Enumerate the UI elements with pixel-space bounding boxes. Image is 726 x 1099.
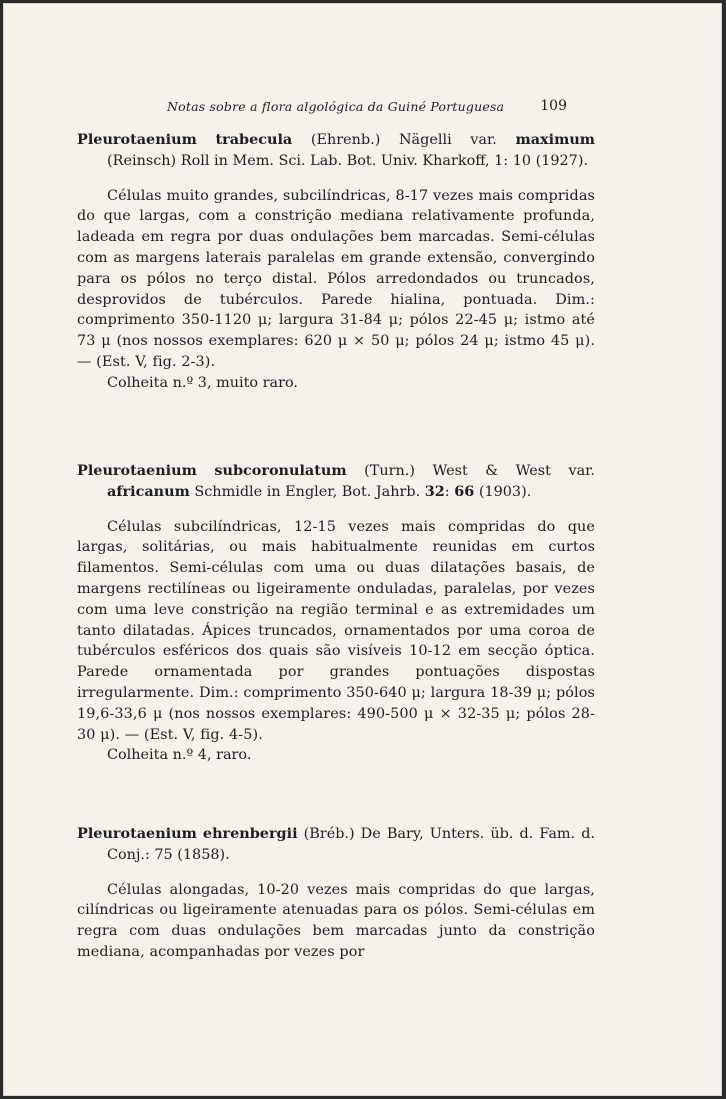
running-head [77,97,595,117]
taxon-species: trabecula [215,131,293,148]
taxon-description: Células subcilíndricas, 12-15 vezes mais compridas do que largas, solitárias, ou mais habitualmente reunidas em curtos filamentos. Semi-células com uma ou duas dilatações basais, de margens rectilíneas ou ligeiramente onduladas, paralelas, por vezes com uma leve constrição na região terminal e as extremidades um tanto dilatadas. Ápices truncados, ornamentados por uma coroa de tubérculos esféricos dos quais são visíveis 10-12 em secção óptica. Parede ornamentada por grandes pontuações dispostas irregularmente. Dim.: comprimento 350-640 μ; largura 18-39 μ; pólos 19,6-33,6 μ (nos nossos exemplares: 490-500 μ × 32-35 μ; pólos 28-30 μ). — (Est. V, fig. 4-5). [77,518,595,743]
taxon-authority: (Bréb.) De Bary, Unters. üb. d. Fam. d. Conj.: 75 (1858). [107,826,595,863]
taxon-variety: maximum [515,131,596,148]
taxon-entry-trabecula [77,130,595,394]
taxon-genus: Pleurotaenium [77,825,197,842]
citation-page: 66 [454,482,475,500]
taxon-entry-ehrenbergii [77,824,595,963]
taxon-variety: africanum [107,482,190,500]
taxon-citation [77,130,595,172]
taxon-genus: Pleurotaenium [77,462,197,479]
taxon-entry-subcoronulatum [77,461,595,766]
collection-note: Colheita n.º 3, muito raro. [107,374,298,391]
citation-year: (1903). [478,483,532,500]
taxon-species: ehrenbergii [202,825,298,842]
citation-reference: Schmidle in Engler, Bot. Jahrb. [194,483,421,500]
citation-reference: (Reinsch) Roll in Mem. Sci. Lab. Bot. Univ. Kharkoff, 1: 10 (1927). [107,152,589,169]
taxon-citation [77,461,595,503]
taxon-description: Células alongadas, 10-20 vezes mais compridas do que largas, cilíndricas ou ligeiramente atenuadas para os pólos. Semi-células em regra com duas ondulações bem marcadas junto da constrição mediana, acompanhadas por vezes por [77,881,595,960]
citation-volume: 32 [424,482,445,500]
collection-note: Colheita n.º 4, raro. [107,747,252,764]
book-page [3,3,722,1096]
taxon-citation [77,824,595,866]
taxon-species: subcoronulatum [214,462,347,479]
taxon-description: Células muito grandes, subcilíndricas, 8-17 vezes mais compridas do que largas, com a constrição mediana relativamente profunda, ladeada em regra por duas ondulações bem marcadas. Semi-células com as margens laterais paralelas em grande extensão, convergindo para os pólos no terço distal. Pólos arredondados ou truncados, desprovidos de tubérculos. Parede hialina, pontuada. Dim.: comprimento 350-1120 μ; largura 31-84 μ; pólos 22-45 μ; istmo até 73 μ (nos nossos exemplares: 620 μ × 50 μ; pólos 24 μ; istmo 45 μ). — (Est. V, fig. 2-3). [77,187,595,370]
page-number: 109 [540,98,567,114]
citation-colon: : [444,483,450,500]
taxon-authority: (Turn.) West & West var. [364,463,596,479]
taxon-genus: Pleurotaenium [77,131,197,148]
taxon-authority: (Ehrenb.) Nägelli var. [310,132,497,148]
running-head-title: Notas sobre a flora algológica da Guiné Portuguesa [167,99,505,114]
